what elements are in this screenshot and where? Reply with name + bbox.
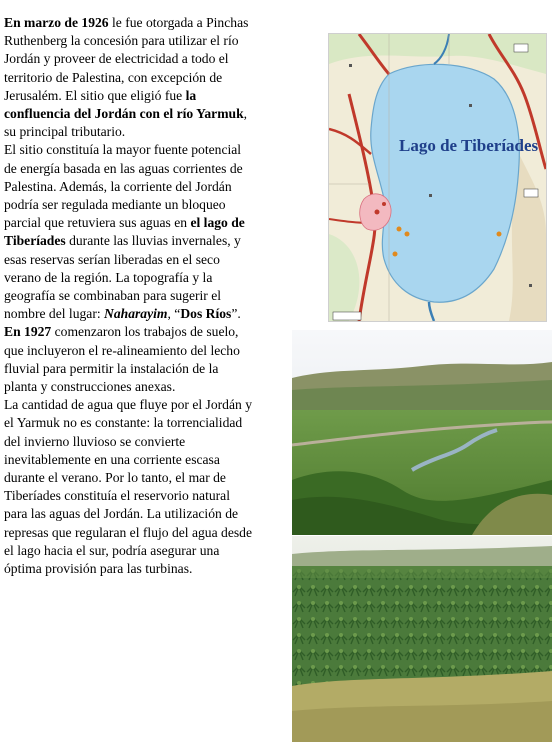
body-text: , “ — [167, 306, 181, 322]
body-text: ”. — [231, 306, 241, 322]
palm-grove-photo — [292, 536, 552, 742]
body-text: comenzaron los trabajos de suelo, que incluyeron el re-alineamiento del lecho fluvial para permitir la instalación de la planta y construcciones anexas. — [4, 324, 240, 395]
emphasis-text: Dos Ríos — [180, 306, 232, 322]
body-text: La cantidad de agua que fluye por el Jordán y el Yarmuk no es constante: la torrencialidad del invierno lluvioso se convierte inevitablemente en una corriente escasa durante el verano. Por lo tanto, el mar de Tiberíades constituía el reservorio natural para las aguas del Jordán. La utilización de represas que regularan el flujo del agua desde el lago hacia el sur, podría asegurar una óptima provisión para las turbinas. — [4, 397, 252, 577]
emphasis-text: el lago de Tiberíades — [4, 215, 245, 249]
emphasis-text: la confluencia del Jordán con el río Yarmuk — [4, 87, 244, 122]
body-text: , su principal tributario. — [4, 106, 248, 140]
emphasis-text: Naharayim — [104, 306, 168, 322]
body-text: El sitio constituía la mayor fuente potencial de energía basada en las aguas corrientes de Palestina. Además, la corriente del Jordán podría ser regulada mediante un bloqueo parcial que retuviera sus aguas en — [4, 142, 243, 231]
paragraph-2 — [4, 141, 254, 396]
emphasis-text: En marzo de 1926 — [4, 15, 109, 30]
body-text: durante las lluvias invernales, y esas reservas serían liberadas en el seco verano de la región. La topografía y la geografía se combinaban para sugerir el nombre del lugar: — [4, 233, 241, 322]
map-graphic — [329, 34, 546, 321]
lake-tiberias-map — [328, 33, 547, 322]
jordan-valley-photo — [292, 330, 552, 535]
paragraph-3 — [4, 396, 254, 578]
emphasis-text: En 1927 — [4, 324, 52, 340]
lake-label: Lago de Tiberíades — [399, 136, 539, 155]
paragraph-1 — [4, 14, 254, 141]
article-text — [4, 14, 254, 578]
body-text: le fue otorgada a Pinchas Ruthenberg la concesión para utilizar el río Jordán y proveer de electricidad a todo el territorio de Palestina, con excepción de Jerusalém. El sitio que eligió fue — [4, 15, 249, 103]
